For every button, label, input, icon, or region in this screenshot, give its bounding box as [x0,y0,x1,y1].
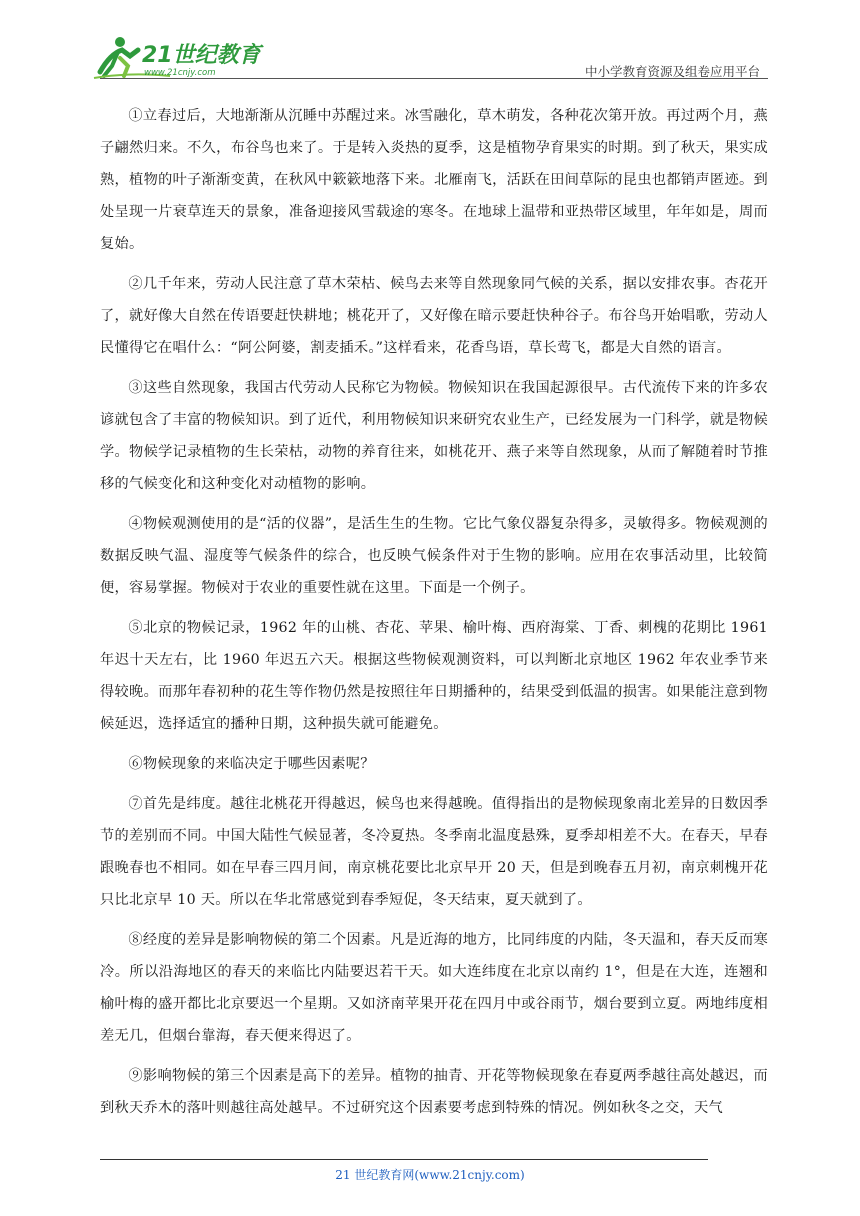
footer-link[interactable]: 21 世纪教育网(www.21cnjy.com) [335,1168,525,1182]
paragraph-6: ⑥物候现象的来临决定于哪些因素呢？ [128,756,375,772]
paragraph-1: ①立春过后，大地渐渐从沉睡中苏醒过来。冰雪融化，草木萌发，各种花次第开放。再过两个月，燕子翩然归来。不久，布谷鸟也来了。于是转入炎热的夏季，这是植物孕育果实的时期。到了秋天，果实成熟，植物的叶子渐渐变黄，在秋风中簌簌地落下来。北雁南飞，活跃在田间草际的昆虫也都销声匿迹。到处呈现一片衰草连天的景象，准备迎接风雪载途的寒冬。在地球上温带和亚热带区域里，年年如是，周而复始。 [100,108,768,252]
header-divider [100,78,768,79]
paragraph-3: ③这些自然现象，我国古代劳动人民称它为物候。物候知识在我国起源很早。古代流传下来的许多农谚就包含了丰富的物候知识。到了近代，利用物候知识来研究农业生产，已经发展为一门科学，就是物候学。物候学记录植物的生长荣枯，动物的养育往来，如桃花开、燕子来等自然现象，从而了解随着时节推移的气候变化和这种变化对动植物的影响。 [100,380,768,492]
paragraph-2: ②几千年来，劳动人民注意了草木荣枯、候鸟去来等自然现象同气候的关系，据以安排农事。杏花开了，就好像大自然在传语要赶快耕地；桃花开了，又好像在暗示要赶快种谷子。布谷鸟开始唱歌，劳动人民懂得它在唱什么：“阿公阿婆，割麦插禾。”这样看来，花香鸟语，草长莺飞，都是大自然的语言。 [100,276,768,356]
paragraph-4: ④物候观测使用的是“活的仪器”，是活生生的生物。它比气象仪器复杂得多，灵敏得多。物候观测的数据反映气温、湿度等气候条件的综合，也反映气候条件对于生物的影响。应用在农事活动里，比较简便，容易掌握。物候对于农业的重要性就在这里。下面是一个例子。 [100,516,768,596]
logo-title: 21世纪教育 [142,43,261,68]
platform-name: 中小学教育资源及组卷应用平台 [584,64,760,79]
page-header [90,32,770,82]
paragraph-5: ⑤北京的物候记录，1962 年的山桃、杏花、苹果、榆叶梅、西府海棠、丁香、刺槐的花期比 1961 年迟十天左右，比 1960 年迟五六天。根据这些物候观测资料，可以判断北京地区 1962 年农业季节来得较晚。而那年春初种的花生等作物仍然是按照往年日期播种的，结果受到低温的损害。如果能注意到物候延迟，选择适宜的播种日期，这种损失就可能避免。 [100,620,768,732]
footer-divider [100,1159,708,1160]
paragraph-9: ⑨影响物候的第三个因素是高下的差异。植物的抽青、开花等物候现象在春夏两季越往高处越迟，而到秋天乔木的落叶则越往高处越早。不过研究这个因素要考虑到特殊的情况。例如秋冬之交，天气 [100,1068,768,1116]
logo-url: www.21cnjy.com [144,68,216,78]
article-body [100,100,768,1132]
runner-logo-icon [90,32,290,82]
paragraph-7: ⑦首先是纬度。越往北桃花开得越迟，候鸟也来得越晚。值得指出的是物候现象南北差异的日数因季节的差别而不同。中国大陆性气候显著，冬冷夏热。冬季南北温度悬殊，夏季却相差不大。在春天，早春跟晚春也不相同。如在早春三四月间，南京桃花要比北京早开 20 天，但是到晚春五月初，南京刺槐开花只比北京早 10 天。所以在华北常感觉到春季短促，冬天结束，夏天就到了。 [100,796,768,908]
paragraph-8: ⑧经度的差异是影响物候的第二个因素。凡是近海的地方，比同纬度的内陆，冬天温和，春天反而寒冷。所以沿海地区的春天的来临比内陆要迟若干天。如大连纬度在北京以南约 1°，但是在大连，连翘和榆叶梅的盛开都比北京要迟一个星期。又如济南苹果开花在四月中或谷雨节，烟台要到立夏。两地纬度相差无几，但烟台靠海，春天便来得迟了。 [100,932,768,1044]
site-logo[interactable] [90,32,290,82]
